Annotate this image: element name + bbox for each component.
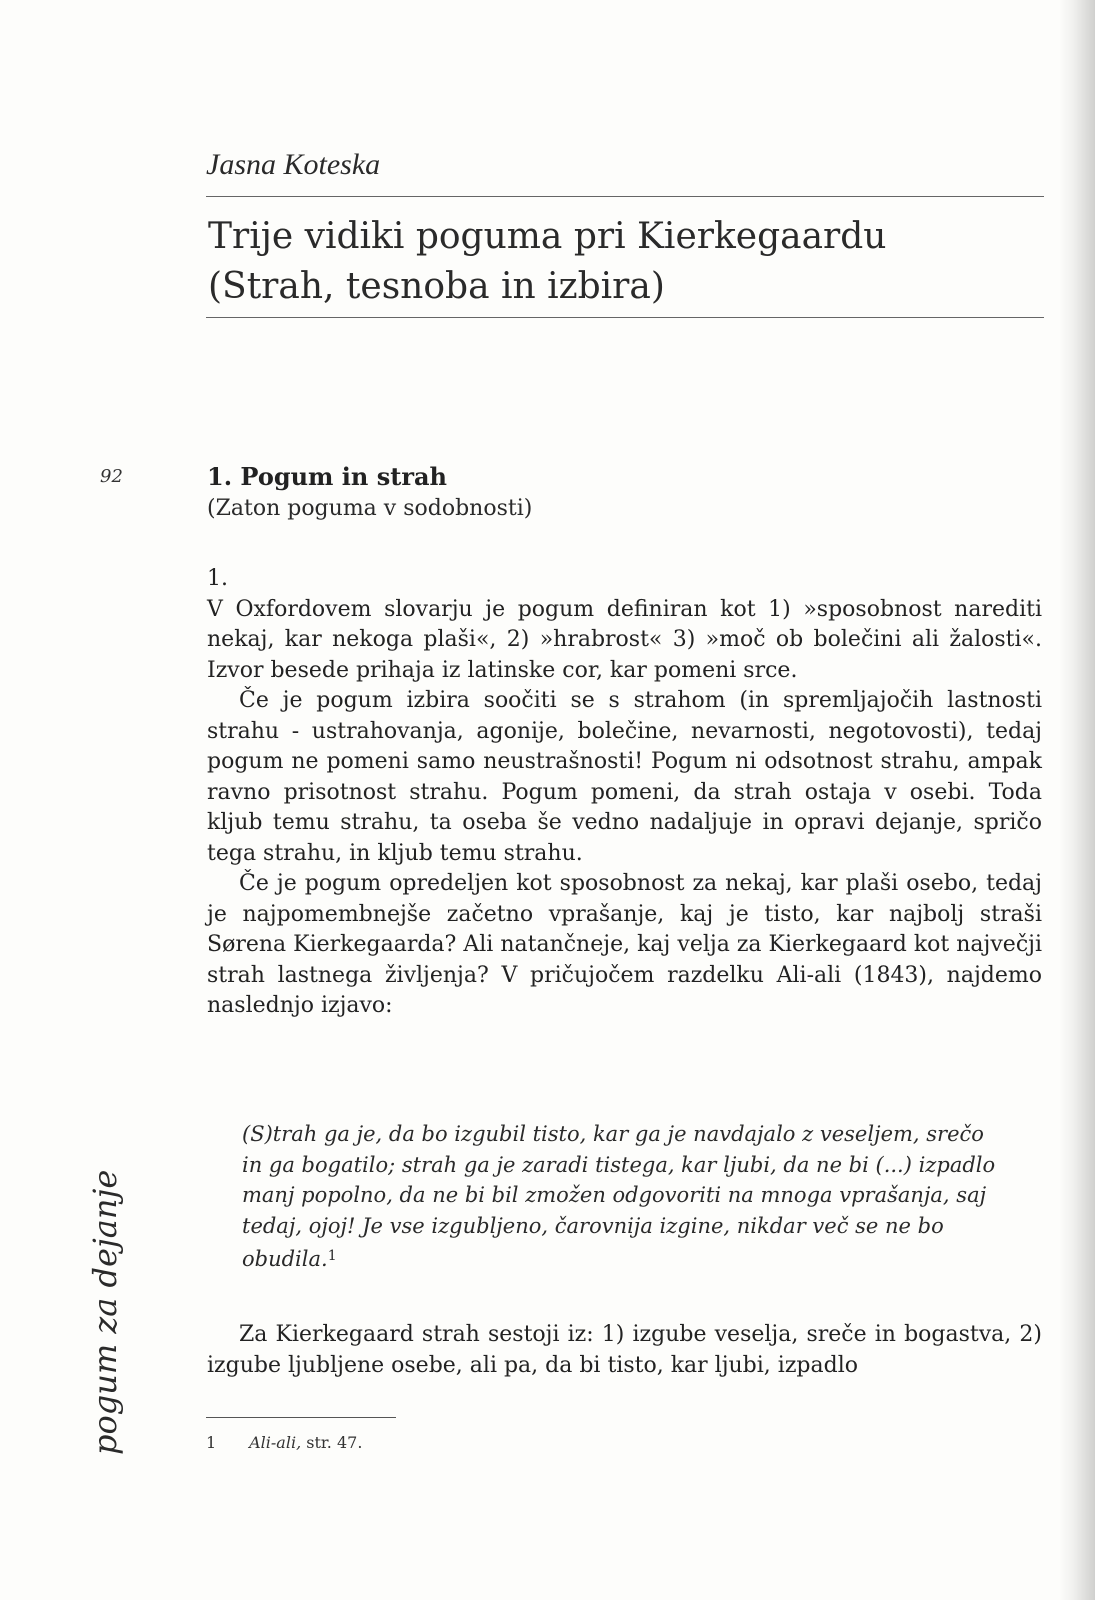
body-text — [207, 564, 1042, 1022]
title-line-2: (Strah, tesnoba in izbira) — [208, 266, 665, 307]
title-rule-bottom — [206, 317, 1044, 318]
footnote — [206, 1433, 362, 1452]
footnote-page: str. 47. — [306, 1433, 363, 1452]
running-side-label: pogum za dejanje — [86, 1169, 124, 1455]
point-number: 1. — [207, 566, 228, 591]
footnote-number: 1 — [206, 1433, 217, 1452]
footnote-source: Ali-ali, — [249, 1433, 302, 1452]
title-line-1: Trije vidiki poguma pri Kierkegaardu — [208, 216, 887, 257]
closing-paragraph: Za Kierkegaard strah sestoji iz: 1) izgube veselja, sreče in bogastva, 2) izgube ljubljene osebe, ali pa, da bi tisto, kar ljubi, izpadlo — [207, 1322, 1042, 1378]
quote-text: (S)trah ga je, da bo izgubil tisto, kar ga je navdajalo z veseljem, srečo in ga bogatilo; strah ga je zaradi tistega, kar ljubi, da ne bi (...) izpadlo manj popolno, da ne bi bil zmožen odgovoriti na mnoga vprašanja, saj tedaj, ojoj! Je vse izgubljeno, čarovnija izgine, nikdar več se ne bo obudila. — [242, 1122, 996, 1271]
block-quote — [242, 1119, 1002, 1275]
paragraph-2: Če je pogum izbira soočiti se s strahom (in spremljajočih lastnosti strahu - ustrahovanja, agonije, bolečine, nevarnosti, negotovosti), tedaj pogum ne pomeni samo neustrašnosti! Pogum ni odsotnost strahu, ampak ravno prisotnost strahu. Pogum pomeni, da strah ostaja v osebi. Toda kljub temu strahu, ta oseba še vedno nadaljuje in opravi dejanje, spričo tega strahu, in kljub temu strahu. — [207, 688, 1042, 866]
title-rule-top — [206, 196, 1044, 197]
section-subheading: (Zaton poguma v sodobnosti) — [207, 496, 533, 521]
paragraph-1: V Oxfordovem slovarju je pogum definiran kot 1) »sposobnost narediti nekaj, kar nekoga plaši«, 2) »hrabrost« 3) »moč ob bolečini ali žalosti«. Izvor besede prihaja iz latinske cor, kar pomeni srce. — [207, 596, 1042, 683]
author-name: Jasna Koteska — [206, 148, 381, 181]
page-number: 92 — [100, 466, 123, 487]
page-edge-shadow — [1059, 0, 1095, 1600]
footnote-reference[interactable]: 1 — [327, 1248, 337, 1264]
footnote-rule — [206, 1417, 396, 1418]
article-title — [208, 212, 886, 312]
section-heading: 1. Pogum in strah — [207, 462, 447, 491]
paragraph-3: Če je pogum opredeljen kot sposobnost za nekaj, kar plaši osebo, tedaj je najpomembnejše začetno vprašanje, kaj je tisto, kar najbolj straši Sørena Kierkegaarda? Ali natančneje, kaj velja za Kierkegaard kot največji strah lastnega življenja? V pričujočem razdelku Ali-ali (1843), najdemo naslednjo izjavo: — [207, 871, 1042, 1018]
